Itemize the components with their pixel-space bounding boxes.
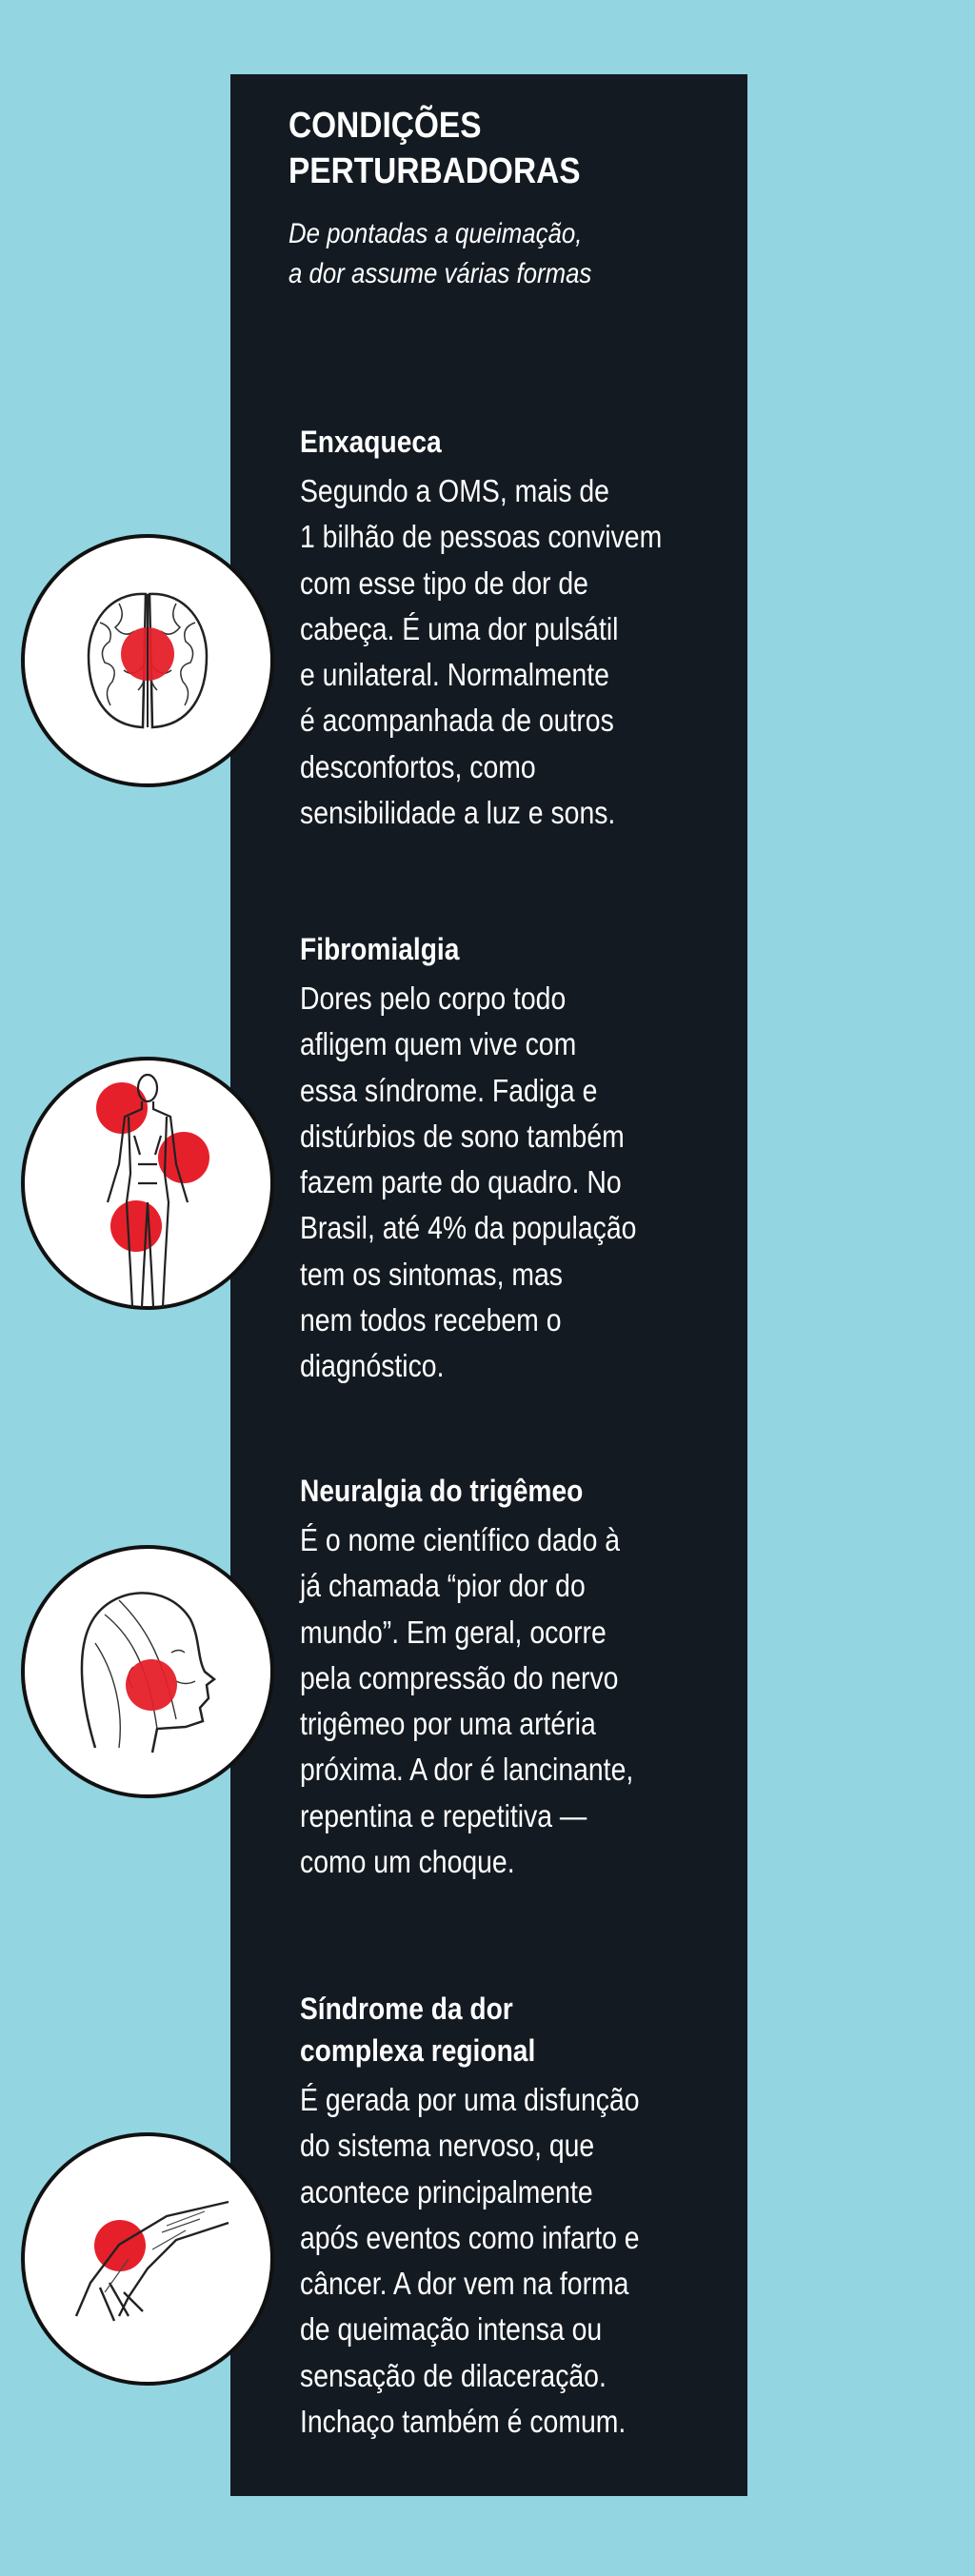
body-illustration-icon — [19, 1055, 276, 1312]
body-line: fazem parte do quadro. No — [300, 1164, 622, 1200]
body-line: do sistema nervoso, que — [300, 2128, 595, 2164]
heading-line: Síndrome da dor — [300, 1991, 513, 2026]
head-illustration-icon — [19, 1543, 276, 1800]
body-line: É o nome científico dado à — [300, 1522, 621, 1557]
subtitle-line: De pontadas a queimação, — [289, 218, 583, 249]
section-body — [300, 468, 721, 836]
subtitle — [289, 214, 641, 294]
section-neuralgia-trigemeo — [300, 1470, 687, 1885]
section-heading — [300, 421, 721, 463]
section-heading — [300, 1988, 695, 2071]
body-line: com esse tipo de dor de — [300, 565, 588, 601]
page-title — [289, 103, 620, 194]
section-heading — [300, 1470, 687, 1512]
body-line: câncer. A dor vem na forma — [300, 2266, 629, 2302]
body-line: sensação de dilaceração. — [300, 2357, 607, 2393]
section-heading — [300, 928, 691, 970]
title-line: PERTURBADORAS — [289, 151, 581, 191]
body-line: Segundo a OMS, mais de — [300, 473, 609, 508]
body-line: 1 bilhão de pessoas convivem — [300, 519, 663, 555]
hand-illustration-icon — [19, 2130, 276, 2388]
subtitle-line: a dor assume várias formas — [289, 258, 592, 289]
body-line: após eventos como infarto e — [300, 2219, 640, 2255]
body-line: É gerada por uma disfunção — [300, 2082, 640, 2117]
body-line: sensibilidade a luz e sons. — [300, 795, 616, 831]
title-line: CONDIÇÕES — [289, 106, 482, 146]
section-body — [300, 2077, 695, 2445]
body-line: Inchaço também é comum. — [300, 2404, 627, 2440]
heading-line: Enxaqueca — [300, 425, 442, 459]
body-line: diagnóstico. — [300, 1348, 445, 1384]
section-enxaqueca — [300, 421, 721, 836]
body-line: afligem quem vive com — [300, 1026, 577, 1062]
body-line: e unilateral. Normalmente — [300, 657, 609, 693]
body-line: pela compressão do nervo — [300, 1659, 619, 1695]
body-line: de queimação intensa ou — [300, 2311, 603, 2348]
heading-line: complexa regional — [300, 2033, 536, 2068]
body-line: repentina e repetitiva — — [300, 1797, 587, 1833]
body-line: acontece principalmente — [300, 2173, 593, 2209]
body-line: mundo”. Em geral, ocorre — [300, 1614, 607, 1650]
section-fibromialgia — [300, 928, 691, 1390]
body-line: como um choque. — [300, 1844, 515, 1880]
body-line: próxima. A dor é lancinante, — [300, 1752, 634, 1788]
section-body — [300, 976, 691, 1390]
body-line: nem todos recebem o — [300, 1302, 562, 1338]
section-sindrome-dor-complexa-regional — [300, 1988, 695, 2445]
body-line: já chamada “pior dor do — [300, 1568, 586, 1604]
body-line: Brasil, até 4% da população — [300, 1210, 637, 1246]
body-line: trigêmeo por uma artéria — [300, 1706, 596, 1742]
pain-marker — [126, 1659, 177, 1711]
heading-line: Neuralgia do trigêmeo — [300, 1474, 584, 1508]
body-line: é acompanhada de outros — [300, 703, 614, 739]
section-body — [300, 1517, 687, 1885]
heading-line: Fibromialgia — [300, 932, 460, 966]
body-line: distúrbios de sono também — [300, 1118, 625, 1154]
body-line: tem os sintomas, mas — [300, 1256, 564, 1292]
brain-illustration-icon — [19, 532, 276, 789]
body-line: essa síndrome. Fadiga e — [300, 1072, 598, 1108]
body-line: Dores pelo corpo todo — [300, 981, 567, 1016]
body-line: cabeça. É uma dor pulsátil — [300, 610, 619, 646]
body-line: desconfortos, como — [300, 748, 536, 784]
